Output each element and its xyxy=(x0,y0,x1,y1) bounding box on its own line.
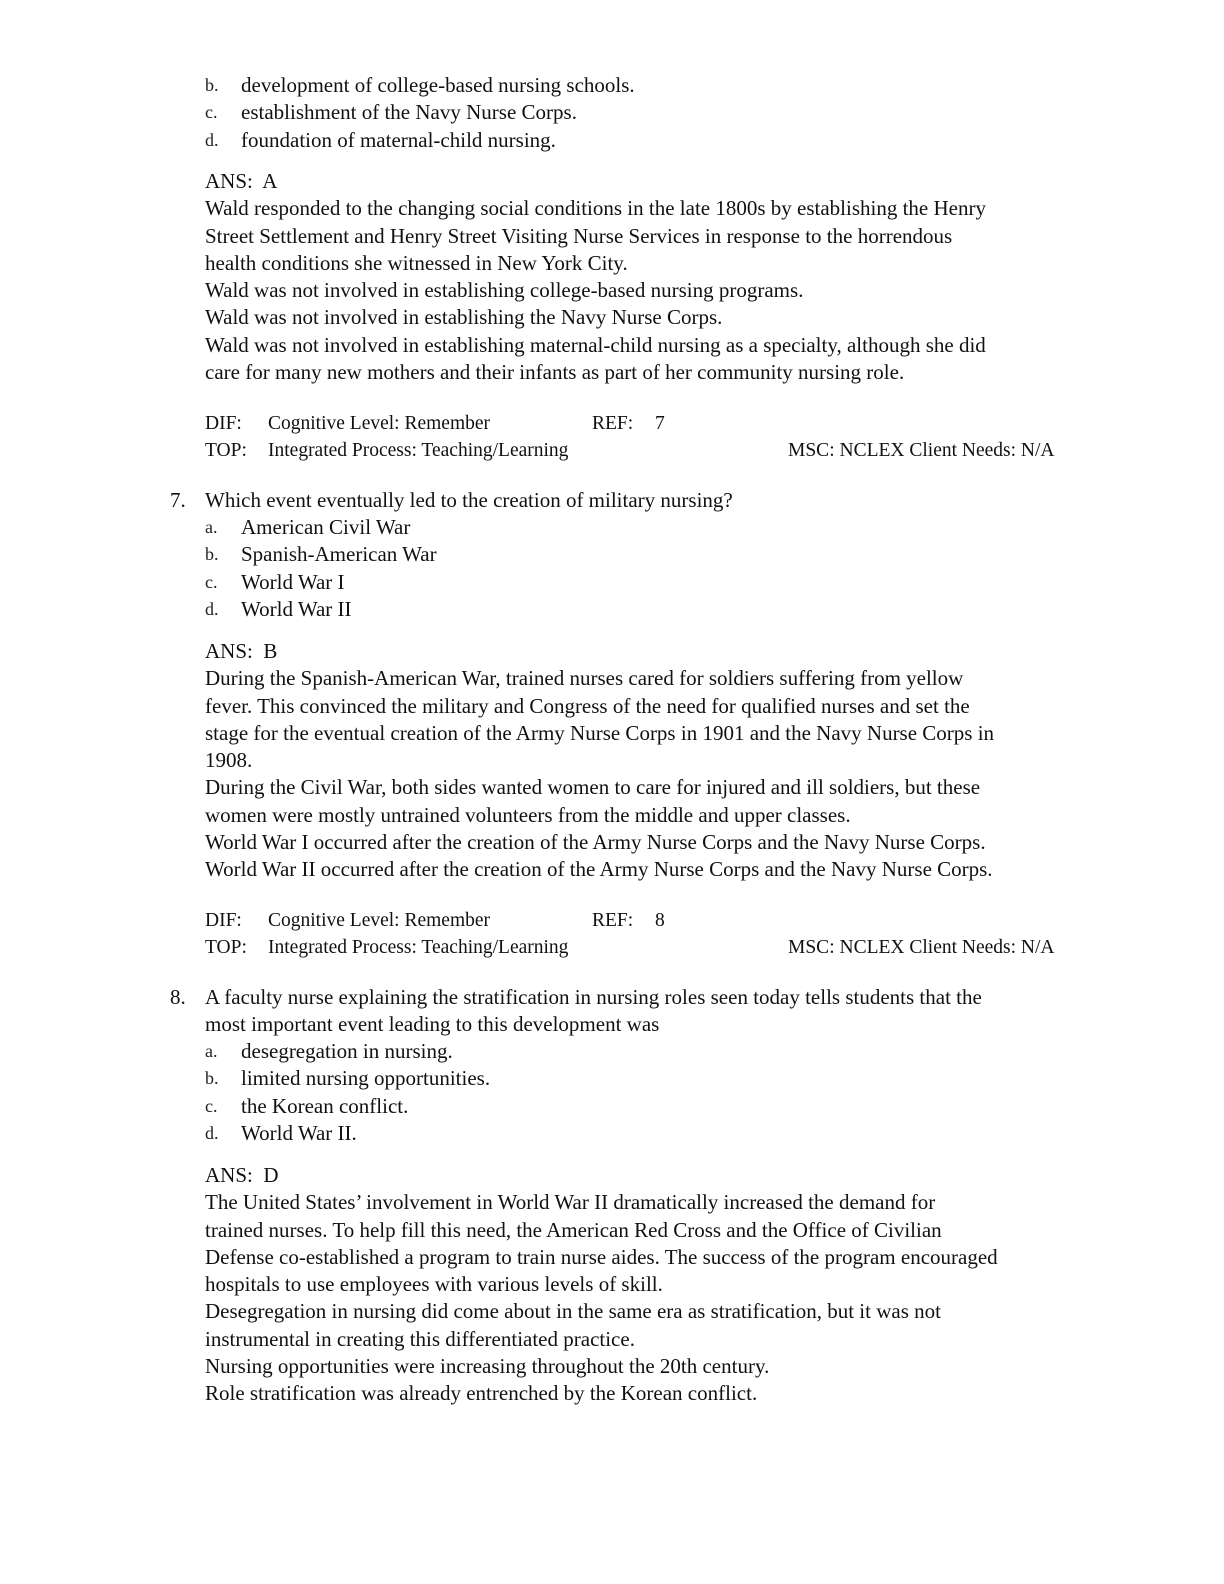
option-text: development of college-based nursing schools. xyxy=(241,73,635,97)
option-text: establishment of the Navy Nurse Corps. xyxy=(241,100,577,125)
option-text: American Civil War xyxy=(241,515,411,539)
q8-options xyxy=(205,1038,1115,1147)
answer-line xyxy=(205,638,1115,665)
option-letter: b. xyxy=(205,544,219,565)
rationale-line: Desegregation in nursing did come about in the same era as stratification, but it was not xyxy=(205,1299,941,1324)
q8-question xyxy=(205,984,1115,1039)
rationale-line: women were mostly untrained volunteers from the middle and upper classes. xyxy=(205,802,851,827)
option-text: desegregation in nursing. xyxy=(241,1039,453,1063)
option-letter: c. xyxy=(205,571,218,592)
rationale-line: care for many new mothers and their infants as part of her community nursing role. xyxy=(205,360,905,385)
rationale-line: During the Spanish-American War, trained nurses cared for soldiers suffering from yellow xyxy=(205,666,964,691)
rationale-line: hospitals to use employees with various levels of skill. xyxy=(205,1272,663,1297)
q8-answer xyxy=(205,1162,1115,1408)
option-letter: b. xyxy=(205,75,219,95)
option-letter: a. xyxy=(205,1041,218,1061)
q8-option-d xyxy=(205,1120,1115,1147)
rationale-line: World War I occurred after the creation of the Army Nurse Corps and the Navy Nurse Corps. xyxy=(205,830,986,855)
rationale-line: fever. This convinced the military and Congress of the need for qualified nurses and set the xyxy=(205,693,970,718)
option-text: World War I xyxy=(241,569,345,594)
answer-value: A xyxy=(262,169,278,193)
q7-question xyxy=(205,487,1115,514)
answer-line xyxy=(205,168,1115,195)
q7-options xyxy=(205,514,1115,623)
ref-value: 7 xyxy=(655,413,665,434)
option-text: Spanish-American War xyxy=(241,542,437,567)
option-letter: c. xyxy=(205,1095,218,1116)
option-letter: d. xyxy=(205,129,219,150)
rationale-line: trained nurses. To help fill this need, the American Red Cross and the Office of Civilian xyxy=(205,1217,942,1242)
ref-label: REF: xyxy=(592,413,634,434)
dif-value: Cognitive Level: Remember xyxy=(268,413,491,434)
answer-label: ANS: xyxy=(205,639,253,663)
rationale-line: The United States’ involvement in World War II dramatically increased the demand for xyxy=(205,1190,936,1215)
dif-value: Cognitive Level: Remember xyxy=(268,910,491,931)
option-text: World War II. xyxy=(241,1120,357,1145)
msc-text: MSC: NCLEX Client Needs: N/A xyxy=(788,937,1055,958)
q7-option-a xyxy=(205,514,1115,541)
option-letter: d. xyxy=(205,598,219,619)
question-number: 7. xyxy=(170,488,186,512)
q6-option-c xyxy=(205,99,1115,126)
q8-option-b xyxy=(205,1065,1115,1092)
top-label: TOP: xyxy=(205,440,247,461)
option-letter: d. xyxy=(205,1122,219,1143)
top-value: Integrated Process: Teaching/Learning xyxy=(268,440,569,461)
msc-text: MSC: NCLEX Client Needs: N/A xyxy=(788,440,1055,461)
q8-option-c xyxy=(205,1093,1115,1120)
option-text: limited nursing opportunities. xyxy=(241,1066,491,1091)
answer-value: B xyxy=(263,639,278,663)
answer-line xyxy=(205,1162,1115,1189)
q7-option-d xyxy=(205,596,1115,623)
question-text: most important event leading to this development was xyxy=(205,1012,660,1037)
ref-value: 8 xyxy=(655,910,665,931)
rationale-line: health conditions she witnessed in New York City. xyxy=(205,250,628,275)
option-letter: b. xyxy=(205,1068,219,1089)
q6-meta xyxy=(205,410,1105,464)
rationale-line: Defense co-established a program to train nurse aides. The success of the program encouraged xyxy=(205,1244,998,1269)
ref-label: REF: xyxy=(592,910,634,931)
option-text: World War II xyxy=(241,596,352,621)
rationale-line: World War II occurred after the creation of the Army Nurse Corps and the Navy Nurse Corps. xyxy=(205,857,993,882)
rationale-line: Wald was not involved in establishing maternal-child nursing as a specialty, although she did xyxy=(205,332,986,357)
q6-options xyxy=(205,72,1115,154)
answer-value: D xyxy=(263,1163,279,1187)
top-label: TOP: xyxy=(205,937,247,958)
option-text: the Korean conflict. xyxy=(241,1093,409,1118)
top-value: Integrated Process: Teaching/Learning xyxy=(268,937,569,958)
rationale-line: Role stratification was already entrenched by the Korean conflict. xyxy=(205,1381,758,1406)
question-text: Which event eventually led to the creation of military nursing? xyxy=(205,488,733,512)
rationale-line: During the Civil War, both sides wanted women to care for injured and ill soldiers, but these xyxy=(205,775,981,800)
rationale-line: stage for the eventual creation of the Army Nurse Corps in 1901 and the Navy Nurse Corps in xyxy=(205,720,995,745)
q8-option-a xyxy=(205,1038,1115,1065)
rationale-line: Nursing opportunities were increasing throughout the 20th century. xyxy=(205,1354,770,1379)
q7-option-b xyxy=(205,541,1115,568)
rationale-line: Wald was not involved in establishing the Navy Nurse Corps. xyxy=(205,305,723,330)
dif-label: DIF: xyxy=(205,413,242,434)
option-letter: a. xyxy=(205,517,218,537)
rationale-line: Wald responded to the changing social conditions in the late 1800s by establishing the Henry xyxy=(205,196,986,221)
answer-label: ANS: xyxy=(205,1163,253,1187)
rationale-line: instrumental in creating this differentiated practice. xyxy=(205,1326,635,1351)
q6-option-d xyxy=(205,127,1115,154)
answer-label: ANS: xyxy=(205,169,253,193)
rationale-line: Street Settlement and Henry Street Visiting Nurse Services in response to the horrendous xyxy=(205,223,953,248)
dif-label: DIF: xyxy=(205,910,242,931)
option-letter: c. xyxy=(205,102,218,123)
option-text: foundation of maternal-child nursing. xyxy=(241,127,556,152)
question-text: A faculty nurse explaining the stratification in nursing roles seen today tells students that the xyxy=(205,985,982,1009)
rationale-line: 1908. xyxy=(205,748,253,773)
question-number: 8. xyxy=(170,985,186,1009)
q7-option-c xyxy=(205,569,1115,596)
q7-meta xyxy=(205,907,1105,961)
rationale-line: Wald was not involved in establishing college-based nursing programs. xyxy=(205,278,804,303)
q7-answer xyxy=(205,638,1115,884)
q6-option-b xyxy=(205,72,1115,99)
q6-answer xyxy=(205,168,1115,386)
